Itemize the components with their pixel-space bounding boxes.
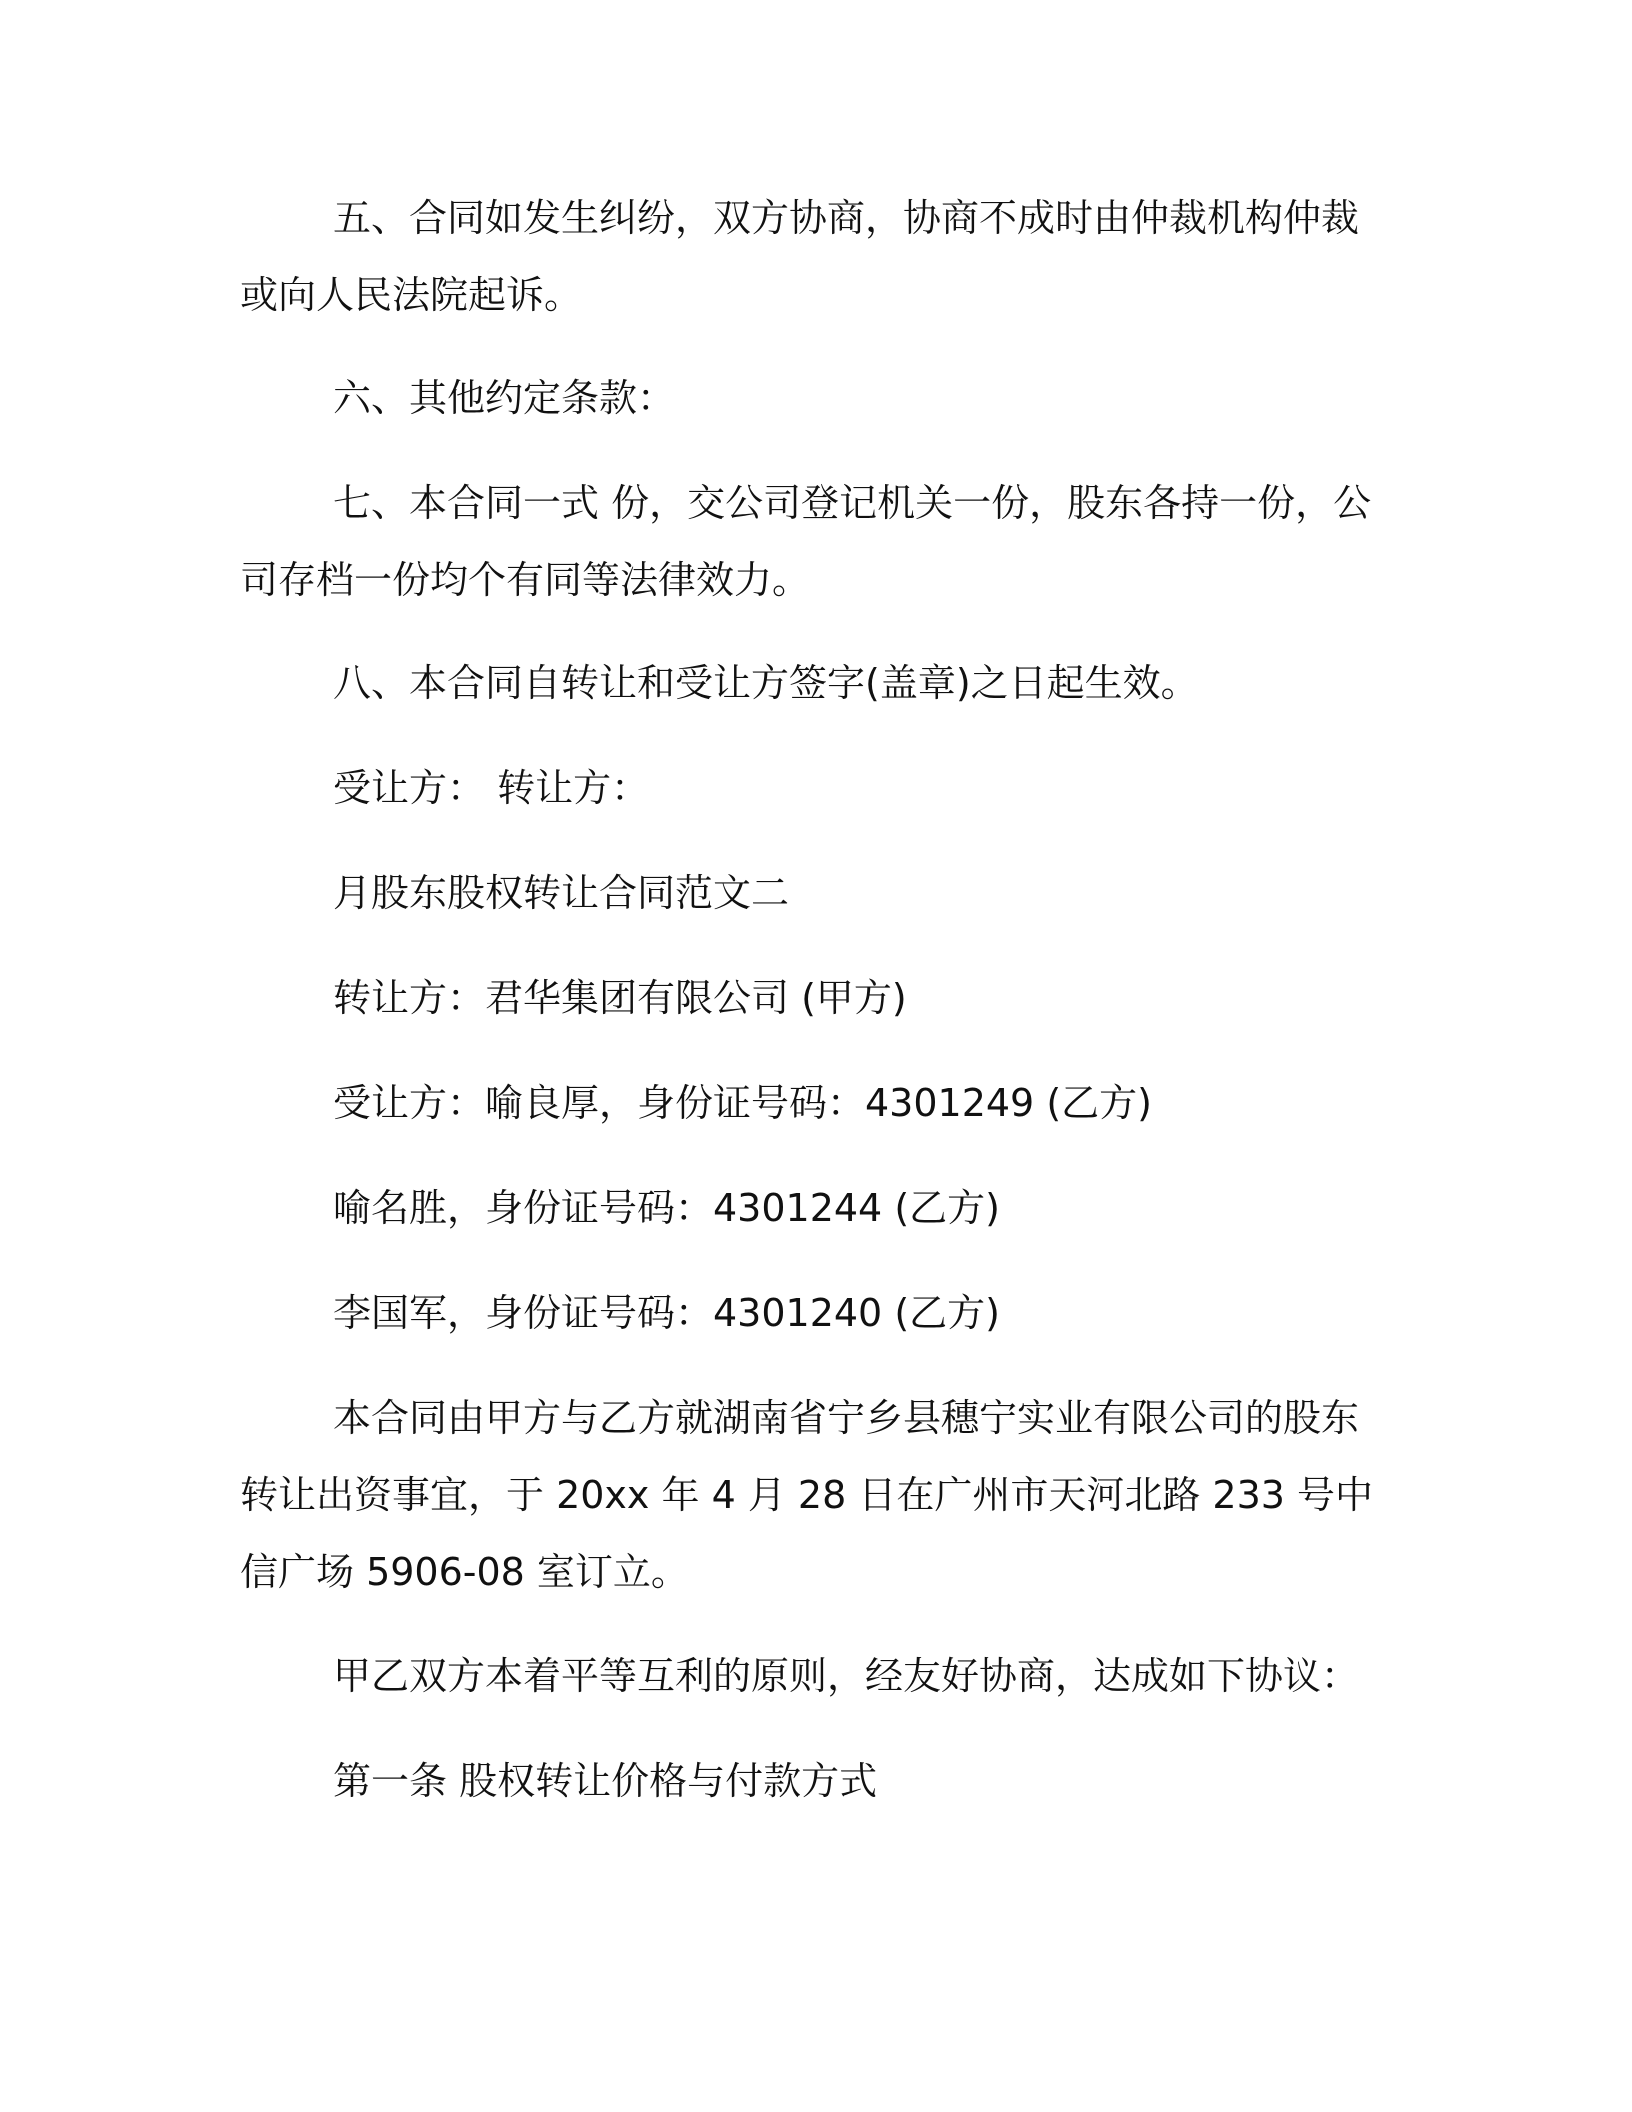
clause-6-other-terms: 六、其他约定条款： xyxy=(333,376,676,420)
transferee-line-3: 李国军，身份证号码：4301240 (乙方) xyxy=(333,1291,1000,1335)
contract-preamble: 本合同由甲方与乙方就湖南省宁乡县穗宁实业有限公司的股东转让出资事宜，于 20xx 年 4 月 28 日在广州市天河北路 233 号中信广场 5906-08 室订立。 xyxy=(240,1396,1374,1594)
clause-7-copies: 七、本合同一式 份，交公司登记机关一份，股东各持一份，公司存档一份均个有同等法律效力。 xyxy=(240,481,1372,602)
transferee-line-1: 受让方：喻良厚，身份证号码：4301249 (乙方) xyxy=(333,1081,1152,1125)
clause-8-effective: 八、本合同自转让和受让方签字(盖章)之日起生效。 xyxy=(333,661,1199,705)
transferee-line-2: 喻名胜，身份证号码：4301244 (乙方) xyxy=(333,1186,1000,1230)
clause-5-dispute: 五、合同如发生纠纷，双方协商，协商不成时由仲裁机构仲裁或向人民法院起诉。 xyxy=(240,196,1360,317)
signature-parties: 受让方： 转让方： xyxy=(333,766,650,810)
agreement-statement: 甲乙双方本着平等互利的原则，经友好协商，达成如下协议： xyxy=(333,1654,1360,1698)
article-1-heading: 第一条 股权转让价格与付款方式 xyxy=(333,1759,878,1803)
section-title-sample-two: 月股东股权转让合同范文二 xyxy=(333,871,790,915)
transferor-line: 转让方：君华集团有限公司 (甲方) xyxy=(333,976,907,1020)
